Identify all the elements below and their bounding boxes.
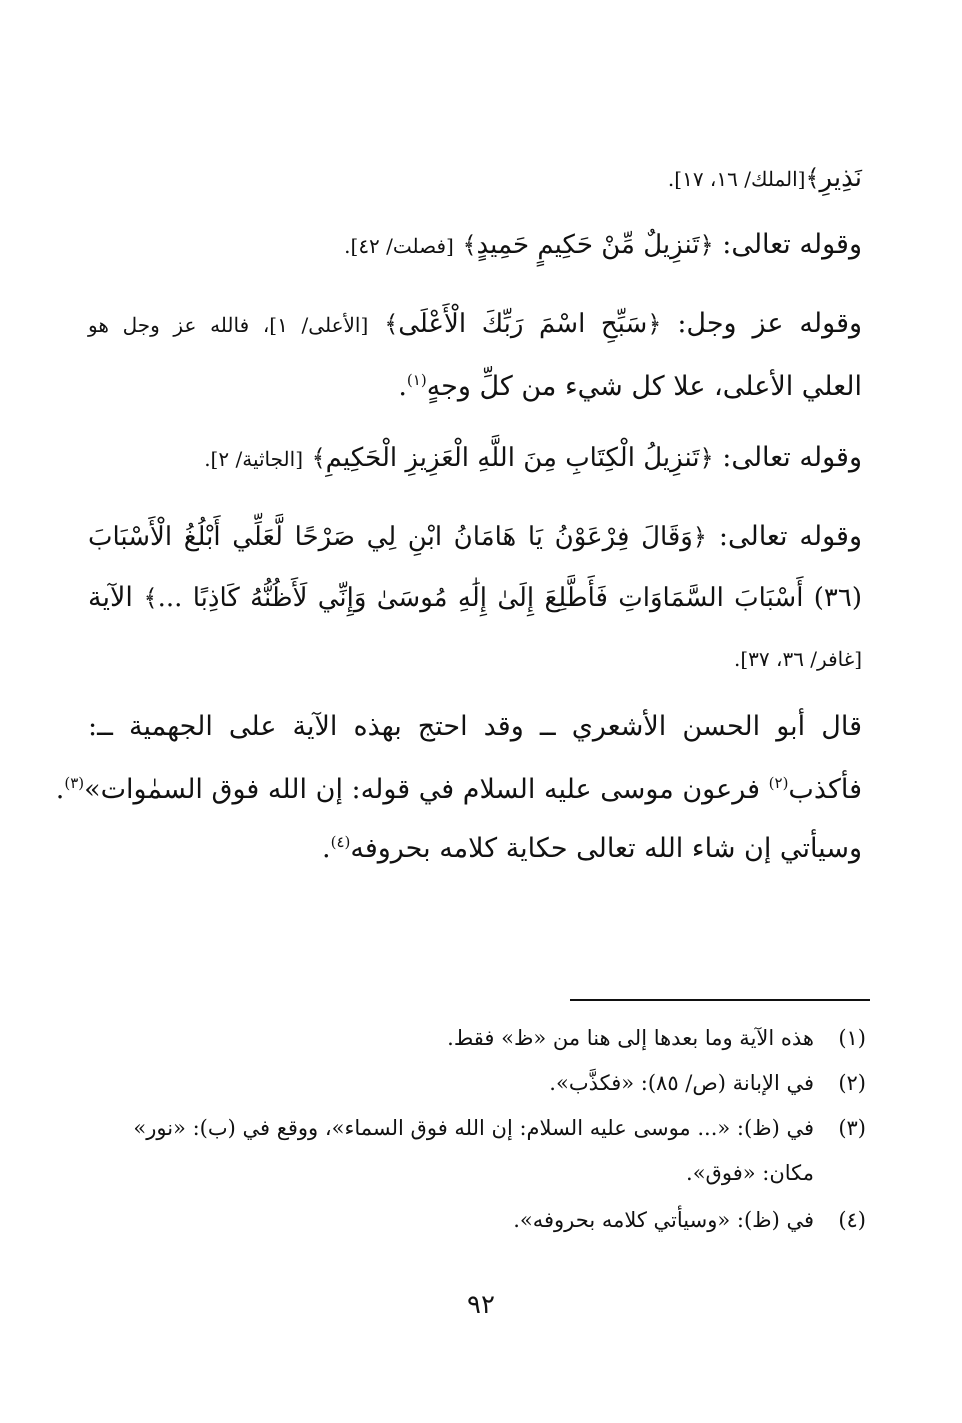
footnote-1 <box>88 1023 866 1053</box>
intro-text: وقوله تعالى: <box>722 229 862 260</box>
ornate-bracket-close: ﴾ <box>805 164 820 192</box>
body-text: قال أبو الحسن الأشعري ــ وقد احتج بهذه الآية على الجهمية ــ: <box>88 711 862 742</box>
footnote-number: (١) <box>838 1026 866 1050</box>
footnote-marker: (١) <box>406 371 427 389</box>
quran-verse: تَنزِيلٌ مِّنْ حَكِيمٍ حَمِيدٍ <box>476 230 700 260</box>
footnote-marker: (٣) <box>64 774 85 792</box>
footnote-divider <box>570 999 870 1001</box>
footnote-text: في (ظ): «وسيأتي كلامه بحروفه». <box>513 1208 814 1232</box>
ornate-bracket-close: ﴾ <box>143 584 158 612</box>
ornate-bracket-open: ﴿ <box>647 310 662 338</box>
verse-reference: [الأعلى/ ١]، فالله عز وجل هو <box>88 313 369 337</box>
footnote-number: (٤) <box>838 1208 866 1232</box>
quran-verse: تَنزِيلُ الْكِتَابِ مِنَ اللَّهِ الْعَزِيزِ الْحَكِيمِ <box>325 443 700 473</box>
text-line-4 <box>88 360 862 407</box>
text-line-11 <box>88 822 862 869</box>
footnote-text: هذه الآية وما بعدها إلى هنا من «ظ» فقط. <box>447 1026 814 1050</box>
ornate-bracket-close: ﴾ <box>311 444 326 472</box>
quran-verse: نَذِيرِ <box>819 163 862 193</box>
footnote-number: (٣) <box>838 1116 866 1140</box>
verse-reference: [الجاثية/ ٢]. <box>204 447 304 471</box>
body-text: وسيأتي إن شاء الله تعالى حكاية كلامه بحروفه <box>350 833 862 864</box>
verse-reference: [الملك/ ١٦، ١٧]. <box>667 167 806 191</box>
footnote-text: في الإبانة (ص/ ٨٥): «فكذَّب». <box>549 1071 814 1095</box>
verse-reference: [فصلت/ ٤٢]. <box>344 234 454 258</box>
text-line-2 <box>88 225 862 266</box>
body-text: فأكذب <box>788 774 862 805</box>
text-line-1 <box>88 158 862 199</box>
period: . <box>321 833 331 864</box>
verse-reference: [غافر/ ٣٦، ٣٧]. <box>734 647 862 671</box>
footnote-marker: (٢) <box>768 774 789 792</box>
ornate-bracket-open: ﴿ <box>699 231 714 259</box>
footnote-3 <box>88 1113 866 1143</box>
ornate-bracket-close: ﴾ <box>384 310 399 338</box>
ornate-bracket-close: ﴾ <box>462 231 477 259</box>
text-line-8 <box>88 638 862 679</box>
ornate-bracket-open: ﴿ <box>692 523 707 551</box>
footnote-marker: (٤) <box>330 833 351 851</box>
footnote-text: في (ظ): «... موسى عليه السلام: إن الله فوق السماء»، ووقع في (ب): «نور» <box>133 1116 814 1140</box>
quran-verse: (٣٦) أَسْبَابَ السَّمَاوَاتِ فَأَطَّلِعَ إِلَىٰ إِلَٰهِ مُوسَىٰ وَإِنِّي لَأَظُنُّهُ كَاذِبًا ... <box>157 583 862 613</box>
text-line-9 <box>88 707 862 747</box>
page-number: ٩٢ <box>467 1290 495 1320</box>
intro-text: وقوله عز وجل: <box>677 308 863 339</box>
body-text: العلي الأعلى، علا كل شيء من كلِّ وجهٍ <box>426 371 862 402</box>
text-line-6 <box>88 517 862 557</box>
ornate-bracket-open: ﴿ <box>699 444 714 472</box>
footnote-number: (٢) <box>838 1071 866 1095</box>
period: . <box>55 774 65 805</box>
text-line-5 <box>88 438 862 479</box>
footnote-4 <box>88 1205 866 1235</box>
period: . <box>398 371 407 402</box>
quran-verse: وَقَالَ فِرْعَوْنُ يَا هَامَانُ ابْنِ لِي صَرْحًا لَّعَلِّي أَبْلُغُ الْأَسْبَابَ <box>88 522 693 552</box>
quran-verse: سَبِّحِ اسْمَ رَبِّكَ الْأَعْلَى <box>398 309 648 339</box>
text-line-10 <box>55 763 862 810</box>
intro-text: وقوله تعالى: <box>718 521 862 552</box>
intro-text: وقوله تعالى: <box>722 442 862 473</box>
footnote-2 <box>88 1068 866 1098</box>
verse-word: الآية <box>88 582 133 613</box>
body-text: فرعون موسى عليه السلام في قوله: إن الله فوق السمٰوات» <box>84 774 769 805</box>
text-line-3 <box>88 304 862 345</box>
footnote-text: مكان: «فوق». <box>686 1161 814 1185</box>
text-line-7 <box>88 578 862 618</box>
footnote-3-continuation <box>88 1158 814 1188</box>
